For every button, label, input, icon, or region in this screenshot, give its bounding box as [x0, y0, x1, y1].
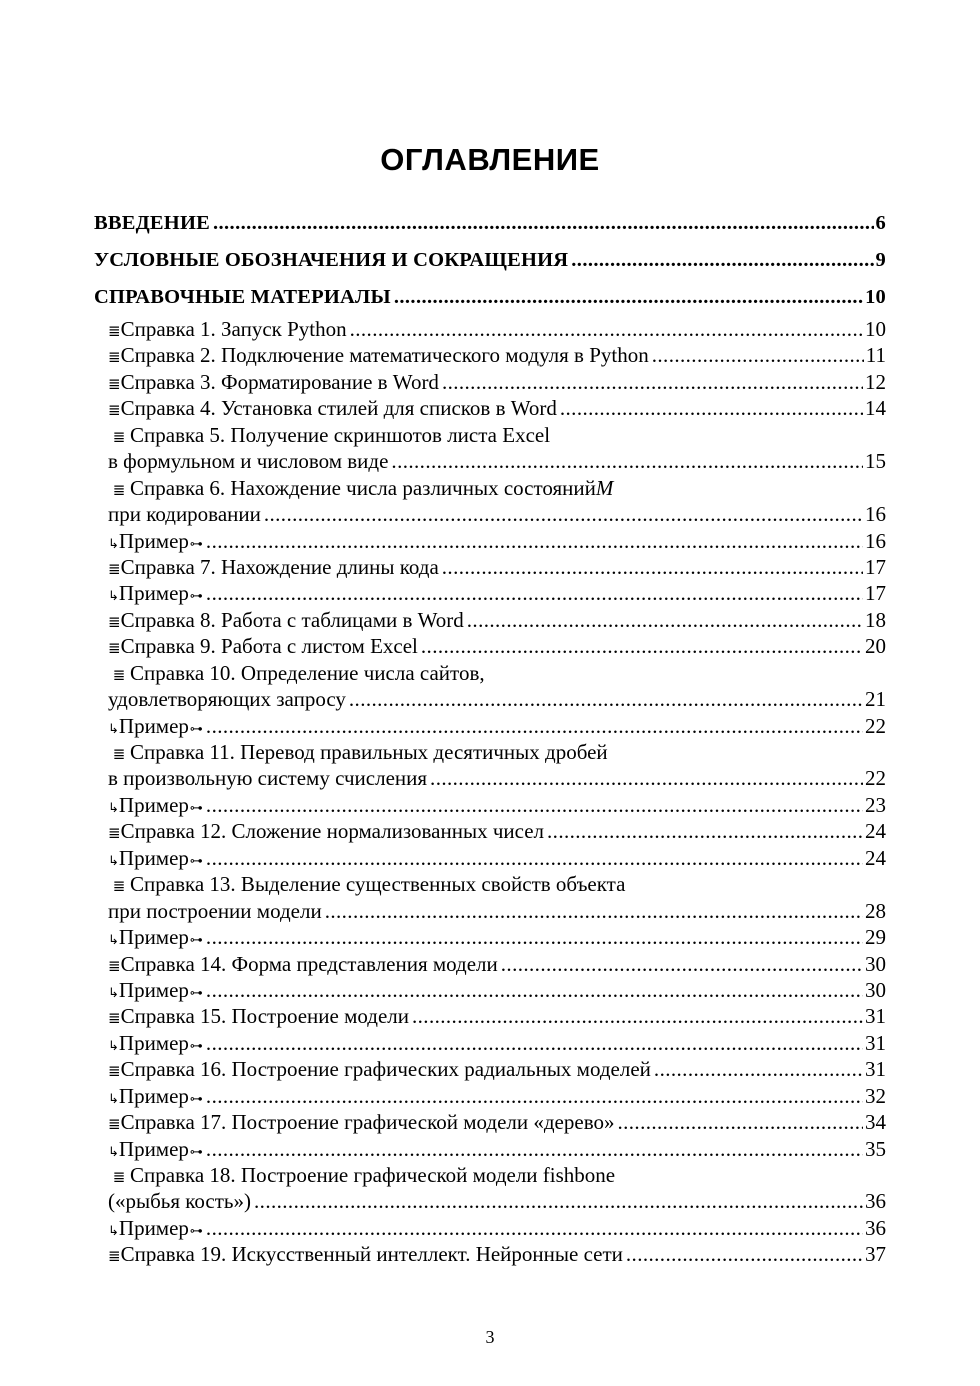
toc-page-number: 10	[865, 317, 886, 341]
arrow-down-right-icon: ↳	[108, 985, 119, 1001]
toc-reference[interactable]	[94, 739, 886, 765]
toc-entry-text: («рыбья кость»)	[108, 1189, 252, 1214]
dot-leader	[206, 1136, 863, 1162]
toc-page-number: 36	[865, 1189, 886, 1214]
dot-leader	[206, 845, 863, 871]
toc-entry-text: Справка 14. Форма представления модели	[120, 951, 498, 976]
key-icon: ⊶	[189, 853, 203, 869]
dot-leader	[206, 528, 863, 554]
book-stack-icon: ≣	[112, 427, 126, 446]
toc-entry-text: Справка 11. Перевод правильных десятичных дробей	[130, 740, 608, 764]
dot-leader	[394, 279, 863, 316]
dot-leader	[412, 1003, 863, 1029]
dot-leader	[391, 448, 863, 474]
arrow-down-right-icon: ↳	[108, 721, 119, 737]
toc-entry-text: удовлетворяющих запросу	[108, 687, 346, 712]
dot-leader	[206, 924, 863, 950]
toc-entry-text: Справка 7. Нахождение длины кода	[120, 554, 439, 579]
dot-leader	[206, 1030, 863, 1056]
key-icon: ⊶	[189, 933, 203, 949]
dot-leader	[206, 713, 863, 739]
dot-leader	[442, 369, 863, 395]
toc-entry-continuation[interactable]	[94, 448, 886, 474]
toc-entry-text: Пример	[118, 1136, 189, 1161]
book-stack-icon: ≣	[112, 877, 126, 896]
toc-example[interactable]	[94, 1136, 886, 1162]
toc-reference[interactable]	[94, 1056, 886, 1082]
book-stack-icon: ≣	[112, 480, 126, 499]
toc-entry-text: Справка 3. Форматирование в Word	[120, 369, 439, 394]
toc-page-number: 22	[865, 713, 886, 738]
book-stack-icon: ≣	[108, 374, 121, 393]
book-stack-icon: ≣	[108, 1062, 121, 1081]
toc-entry-italic-symbol: M	[595, 475, 614, 500]
dot-leader	[206, 792, 863, 818]
dot-leader	[571, 242, 873, 279]
toc-reference[interactable]	[94, 1003, 886, 1029]
toc-section[interactable]	[94, 205, 886, 242]
arrow-down-right-icon: ↳	[108, 1144, 119, 1160]
key-icon: ⊶	[189, 800, 203, 816]
dot-leader	[501, 951, 863, 977]
key-icon: ⊶	[189, 1091, 203, 1107]
toc-entry-text: Справка 4. Установка стилей для списков в Word	[120, 396, 557, 421]
toc-example[interactable]	[94, 580, 886, 606]
book-stack-icon: ≣	[108, 322, 121, 340]
dot-leader	[547, 818, 863, 844]
toc-entry-text: Справка 8. Работа с таблицами в Word	[120, 607, 464, 632]
book-stack-icon: ≣	[108, 639, 121, 658]
toc-reference[interactable]	[94, 633, 886, 659]
toc-page-number: 35	[865, 1136, 886, 1161]
toc-page-number: 30	[865, 977, 886, 1002]
toc-page-number: 23	[865, 792, 886, 817]
book-stack-icon: ≣	[112, 745, 126, 763]
toc-entry-text: Пример	[118, 1083, 189, 1108]
dot-leader	[350, 316, 863, 342]
arrow-down-right-icon: ↳	[108, 800, 119, 816]
book-stack-icon: ≣	[108, 348, 121, 367]
dot-leader	[213, 205, 874, 242]
toc-page-number: 18	[865, 607, 886, 632]
dot-leader	[206, 1215, 863, 1241]
dot-leader	[349, 686, 863, 712]
arrow-down-right-icon: ↳	[108, 589, 119, 605]
dot-leader	[654, 1056, 863, 1082]
toc-page-number: 32	[865, 1083, 886, 1108]
arrow-down-right-icon: ↳	[108, 1223, 119, 1239]
dot-leader	[421, 633, 863, 659]
dot-leader	[626, 1241, 863, 1267]
dot-leader	[325, 898, 863, 924]
toc-entry-continuation[interactable]	[94, 898, 886, 924]
book-stack-icon: ≣	[108, 1247, 121, 1266]
arrow-down-right-icon: ↳	[108, 1091, 119, 1107]
toc-page-number: 22	[865, 766, 886, 791]
toc-entry-continuation[interactable]	[94, 1188, 886, 1214]
toc-reference[interactable]	[94, 871, 886, 897]
toc-entry-text: Справка 13. Выделение существенных свойств объекта	[130, 872, 626, 897]
toc-example[interactable]	[94, 1030, 886, 1056]
toc-example[interactable]	[94, 1215, 886, 1241]
toc-example[interactable]	[94, 1083, 886, 1109]
toc-entry-text: Справка 16. Построение графических радиальных моделей	[120, 1057, 651, 1082]
toc-page-number: 36	[865, 1215, 886, 1240]
arrow-down-right-icon: ↳	[108, 536, 119, 552]
toc-example[interactable]	[94, 713, 886, 739]
toc-page-number: 24	[865, 819, 886, 844]
key-icon: ⊶	[189, 536, 203, 552]
toc-example[interactable]	[94, 528, 886, 554]
toc-page-number: 16	[865, 502, 886, 527]
book-stack-icon: ≣	[108, 956, 121, 975]
toc-page-number: 31	[865, 1057, 886, 1082]
dot-leader	[430, 765, 863, 791]
toc-entry-text: при построении модели	[108, 898, 322, 923]
toc-page-number: 21	[865, 687, 886, 712]
toc-reference[interactable]	[94, 422, 886, 448]
toc-entry-text: Справка 12. Сложение нормализованных чисел	[120, 819, 545, 844]
toc-reference[interactable]	[94, 1109, 886, 1135]
toc-page-number: 11	[865, 343, 886, 368]
book-stack-icon: ≣	[108, 559, 121, 578]
toc-page-number: 31	[865, 1030, 886, 1055]
page-number: 3	[485, 1327, 495, 1347]
toc-example[interactable]	[94, 924, 886, 950]
toc-entry-text: Справка 17. Построение графической модели «дерево»	[120, 1110, 615, 1135]
toc-reference[interactable]	[94, 475, 886, 501]
book-stack-icon: ≣	[108, 1115, 121, 1134]
toc-page-number: 15	[865, 449, 886, 474]
toc-page-number: 9	[875, 249, 886, 271]
toc-page-number: 14	[865, 396, 886, 421]
toc-entry-text: Справка 5. Получение скриншотов листа Excel	[130, 422, 551, 447]
dot-leader	[254, 1188, 863, 1214]
toc-page-number: 16	[865, 528, 886, 553]
toc-page-number: 6	[875, 212, 886, 234]
toc-entry-text: Справка 2. Подключение математического модуля в Python	[120, 343, 649, 368]
dot-leader	[560, 395, 863, 421]
dot-leader	[442, 554, 863, 580]
toc-reference[interactable]	[94, 818, 886, 844]
toc-reference[interactable]	[94, 369, 886, 395]
dot-leader	[617, 1109, 863, 1135]
toc-reference[interactable]	[94, 607, 886, 633]
toc-reference[interactable]	[94, 316, 886, 342]
toc-page-number: 28	[865, 898, 886, 923]
toc-entry-text: Пример	[118, 845, 189, 870]
book-stack-icon: ≣	[108, 1009, 121, 1028]
key-icon: ⊶	[189, 589, 203, 605]
toc-page-number: 30	[865, 951, 886, 976]
toc-entry-text: Справка 10. Определение числа сайтов,	[130, 660, 485, 685]
toc-entry-text: Пример	[118, 977, 189, 1002]
book-stack-icon: ≣	[108, 401, 121, 420]
toc-entry-text: Пример	[118, 1030, 189, 1055]
toc-entry-text: Пример	[118, 581, 189, 606]
toc-page-number: 29	[865, 925, 886, 950]
key-icon: ⊶	[189, 721, 203, 737]
toc-reference[interactable]	[94, 554, 886, 580]
arrow-down-right-icon: ↳	[108, 933, 119, 949]
toc-example[interactable]	[94, 977, 886, 1003]
toc-entry-text: Пример	[118, 792, 189, 817]
book-stack-icon: ≣	[112, 665, 126, 684]
toc-entry-text: в формульном и числовом виде	[108, 449, 389, 474]
toc-reference[interactable]	[94, 660, 886, 686]
toc-entry-text: Пример	[118, 713, 189, 738]
key-icon: ⊶	[189, 1144, 203, 1160]
toc-entry-text: Пример	[118, 925, 189, 950]
toc-entry-continuation[interactable]	[94, 765, 886, 791]
book-stack-icon: ≣	[112, 1168, 126, 1186]
toc-entry-text: СПРАВОЧНЫЕ МАТЕРИАЛЫ	[94, 286, 391, 308]
toc-page-number: 34	[865, 1110, 886, 1135]
book-stack-icon: ≣	[108, 824, 121, 843]
toc-reference[interactable]	[94, 1162, 886, 1188]
toc-page-number: 17	[865, 554, 886, 579]
toc-entry-text: Справка 19. Искусственный интеллект. Нейронные сети	[120, 1242, 623, 1267]
arrow-down-right-icon: ↳	[108, 1038, 119, 1054]
toc-entry-text: ВВЕДЕНИЕ	[94, 212, 210, 234]
toc-entry-continuation[interactable]	[94, 501, 886, 527]
toc-reference[interactable]	[94, 1241, 886, 1267]
key-icon: ⊶	[189, 1038, 203, 1054]
toc-entry-text: при кодировании	[108, 502, 261, 527]
toc-entry-text: Справка 18. Построение графической модели fishbone	[130, 1163, 616, 1187]
toc-page-number: 37	[865, 1242, 886, 1267]
page-title: ОГЛАВЛЕНИЕ	[380, 142, 600, 177]
toc-entry-text: Справка 9. Работа с листом Excel	[120, 634, 418, 659]
toc-entry-text: Пример	[118, 1215, 189, 1240]
toc-example[interactable]	[94, 792, 886, 818]
dot-leader	[467, 607, 863, 633]
dot-leader	[652, 342, 864, 368]
toc-entry-text: УСЛОВНЫЕ ОБОЗНАЧЕНИЯ И СОКРАЩЕНИЯ	[94, 249, 569, 271]
key-icon: ⊶	[189, 1223, 203, 1239]
table-of-contents	[94, 205, 886, 1268]
toc-page-number: 12	[865, 369, 886, 394]
key-icon: ⊶	[189, 985, 203, 1001]
book-stack-icon: ≣	[108, 612, 121, 631]
toc-page-number: 20	[865, 634, 886, 659]
toc-reference[interactable]	[94, 342, 886, 368]
dot-leader	[264, 501, 863, 527]
dot-leader	[206, 977, 863, 1003]
toc-entry-text: в произвольную систему счисления	[108, 766, 428, 791]
toc-entry-text: Справка 6. Нахождение числа различных состояний	[130, 475, 596, 500]
toc-reference[interactable]	[94, 951, 886, 977]
toc-section[interactable]	[94, 279, 886, 316]
toc-entry-text: Справка 1. Запуск Python	[120, 317, 347, 341]
toc-entry-text: Справка 15. Построение модели	[120, 1004, 409, 1029]
toc-entry-continuation[interactable]	[94, 686, 886, 712]
toc-entry-text: Пример	[118, 528, 189, 553]
toc-page-number: 17	[865, 581, 886, 606]
toc-page-number: 24	[865, 845, 886, 870]
toc-page-number: 10	[865, 286, 886, 308]
dot-leader	[206, 580, 863, 606]
toc-page-number: 31	[865, 1004, 886, 1029]
toc-example[interactable]	[94, 845, 886, 871]
toc-reference[interactable]	[94, 395, 886, 421]
toc-section[interactable]	[94, 242, 886, 279]
arrow-down-right-icon: ↳	[108, 853, 119, 869]
dot-leader	[206, 1083, 863, 1109]
